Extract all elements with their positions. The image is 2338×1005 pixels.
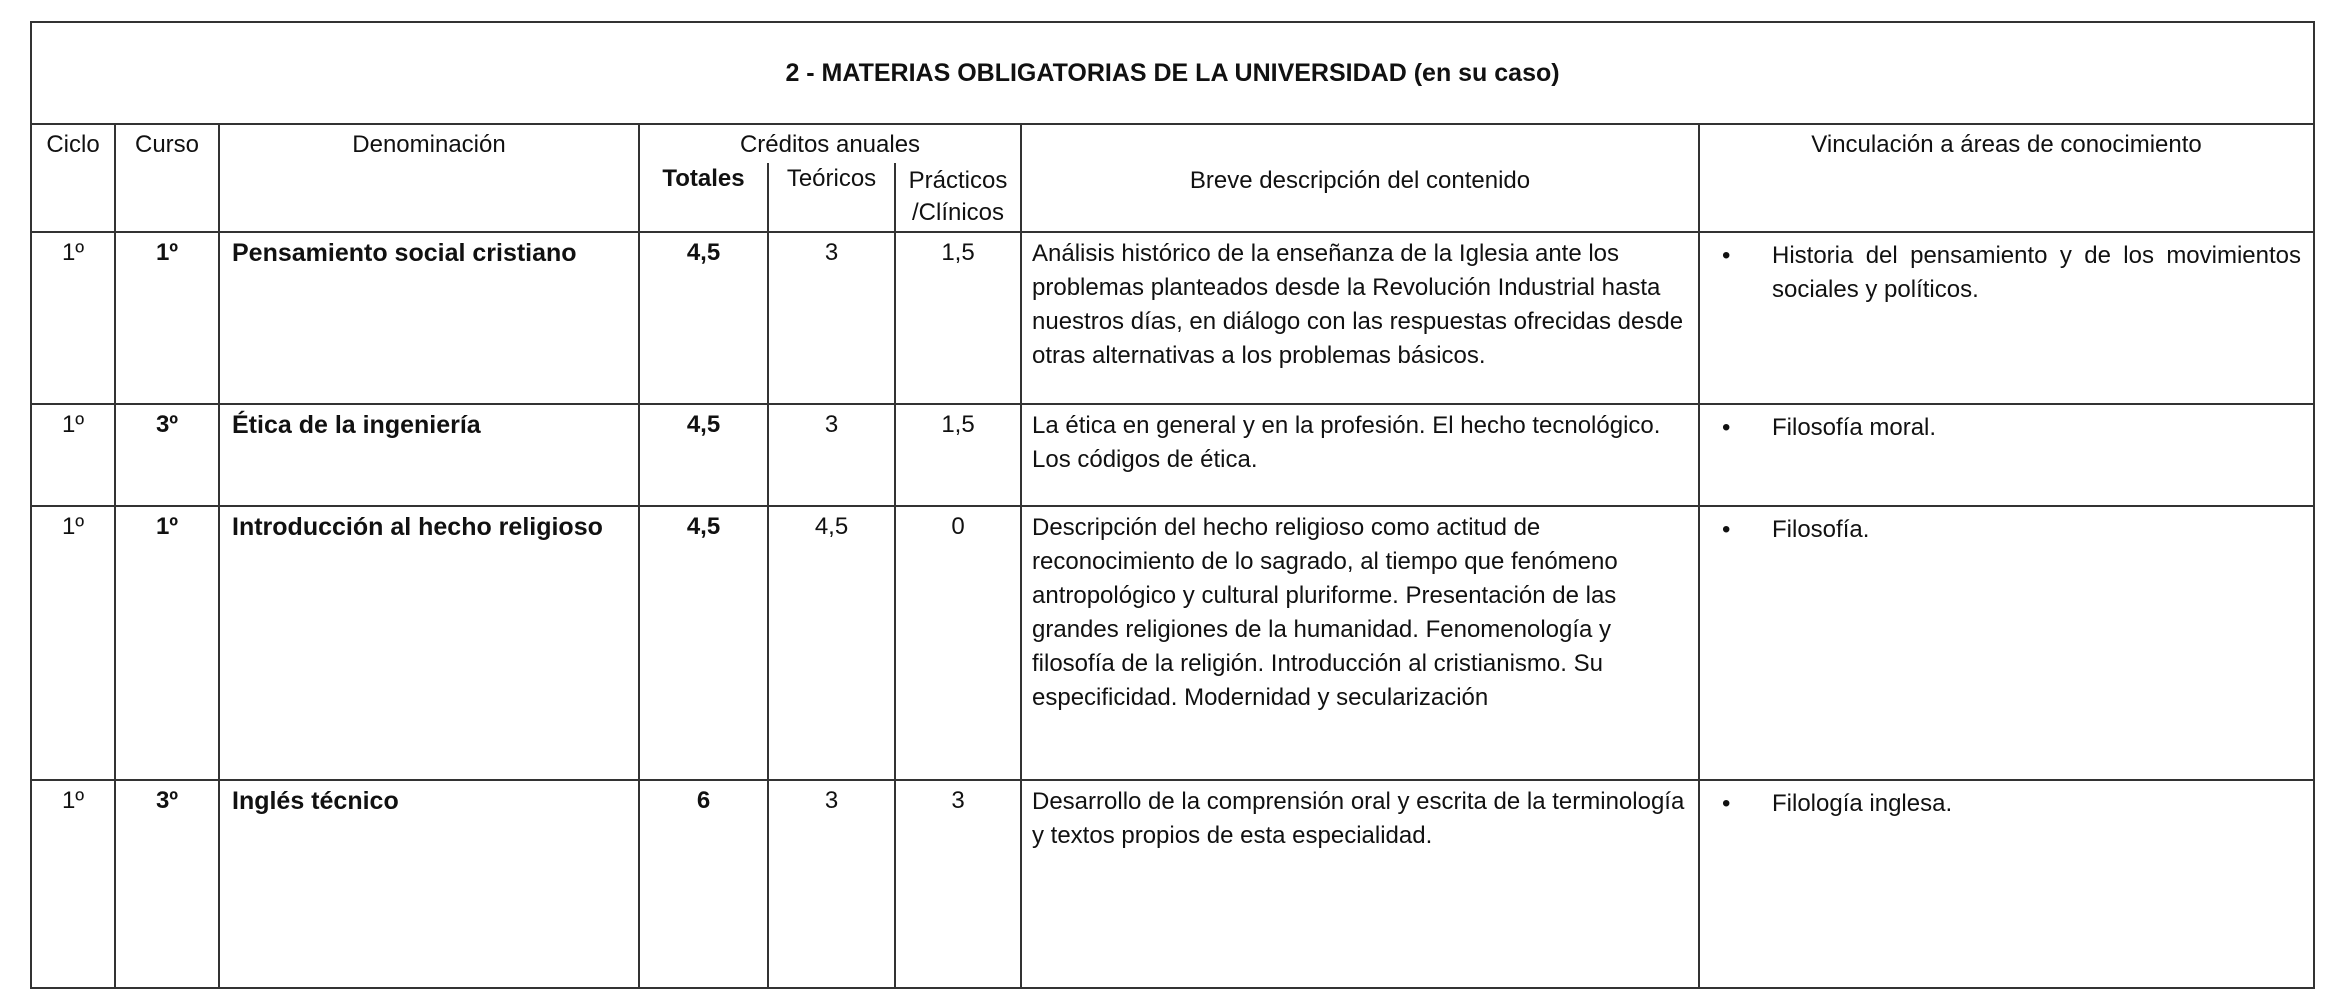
header-teoricos: Teóricos (768, 163, 895, 232)
cell-denominacion: Inglés técnico (219, 780, 639, 988)
cell-totales: 4,5 (639, 506, 768, 780)
cell-descripcion: Análisis histórico de la enseñanza de la Iglesia ante los problemas planteados desde la Revolución Industrial hasta nuestros días, en diálogo con las respuestas ofrecidas desde otras alternativas a los problemas básicos. (1021, 232, 1699, 404)
area-label: Filología inglesa. (1772, 790, 1953, 817)
header-descripcion: Breve descripción del contenido (1021, 124, 1699, 232)
bullet-icon: • (1722, 242, 1731, 269)
cell-teoricos: 3 (768, 404, 895, 506)
cell-totales: 6 (639, 780, 768, 988)
cell-practicos: 3 (895, 780, 1021, 988)
area-list-item (1712, 411, 2301, 445)
area-list (1712, 787, 2301, 821)
bullet-icon: • (1722, 516, 1731, 543)
area-label: Filosofía. (1772, 516, 1870, 543)
cell-denominacion: Ética de la ingeniería (219, 404, 639, 506)
header-practicos-line1: Prácticos (908, 167, 1008, 194)
cell-teoricos: 4,5 (768, 506, 895, 780)
header-totales: Totales (639, 163, 768, 232)
cell-practicos: 0 (895, 506, 1021, 780)
table-row (31, 780, 2314, 988)
area-list (1712, 513, 2301, 547)
cell-descripcion: Desarrollo de la comprensión oral y escrita de la terminología y textos propios de esta especialidad. (1021, 780, 1699, 988)
area-label: Historia del pensamiento y de los movimientos sociales y políticos. (1772, 242, 2302, 303)
cell-denominacion: Introducción al hecho religioso (219, 506, 639, 780)
header-vinculacion: Vinculación a áreas de conocimiento (1699, 124, 2314, 232)
cell-descripcion: Descripción del hecho religioso como actitud de reconocimiento de lo sagrado, al tiempo que fenómeno antropológico y cultural pluriforme. Presentación de las grandes religiones de la humanidad. Fenomenología y filosofía de la religión. Introducción al cristianismo. Su especificidad. Modernidad y secularización (1021, 506, 1699, 780)
cell-teoricos: 3 (768, 232, 895, 404)
cell-denominacion: Pensamiento social cristiano (219, 232, 639, 404)
cell-practicos: 1,5 (895, 404, 1021, 506)
header-ciclo: Ciclo (31, 124, 115, 232)
cell-totales: 4,5 (639, 232, 768, 404)
header-practicos (895, 163, 1021, 232)
header-denominacion: Denominación (219, 124, 639, 232)
area-list-item (1712, 513, 2301, 547)
cell-practicos: 1,5 (895, 232, 1021, 404)
cell-ciclo: 1º (31, 232, 115, 404)
area-list (1712, 411, 2301, 445)
cell-descripcion: La ética en general y en la profesión. El hecho tecnológico. Los códigos de ética. (1021, 404, 1699, 506)
table-row (31, 506, 2314, 780)
area-label: Filosofía moral. (1772, 414, 1937, 441)
header-practicos-line2: /Clínicos (911, 199, 1005, 226)
header-curso: Curso (115, 124, 219, 232)
curriculum-table-sheet (30, 21, 2313, 984)
cell-vinculacion (1699, 780, 2314, 988)
area-list (1712, 239, 2301, 307)
cell-curso: 3º (115, 404, 219, 506)
cell-vinculacion (1699, 506, 2314, 780)
bullet-icon: • (1722, 414, 1731, 441)
cell-teoricos: 3 (768, 780, 895, 988)
bullet-icon: • (1722, 790, 1731, 817)
table-title: 2 - MATERIAS OBLIGATORIAS DE LA UNIVERSIDAD (en su caso) (31, 22, 2314, 124)
materias-table (30, 21, 2315, 989)
cell-vinculacion (1699, 404, 2314, 506)
cell-ciclo: 1º (31, 506, 115, 780)
area-list-item (1712, 787, 2301, 821)
area-list-item (1712, 239, 2301, 307)
table-row (31, 404, 2314, 506)
cell-ciclo: 1º (31, 404, 115, 506)
cell-vinculacion (1699, 232, 2314, 404)
cell-ciclo: 1º (31, 780, 115, 988)
cell-curso: 1º (115, 232, 219, 404)
cell-curso: 3º (115, 780, 219, 988)
table-row (31, 232, 2314, 404)
cell-curso: 1º (115, 506, 219, 780)
cell-totales: 4,5 (639, 404, 768, 506)
header-creditos: Créditos anuales (639, 124, 1021, 163)
